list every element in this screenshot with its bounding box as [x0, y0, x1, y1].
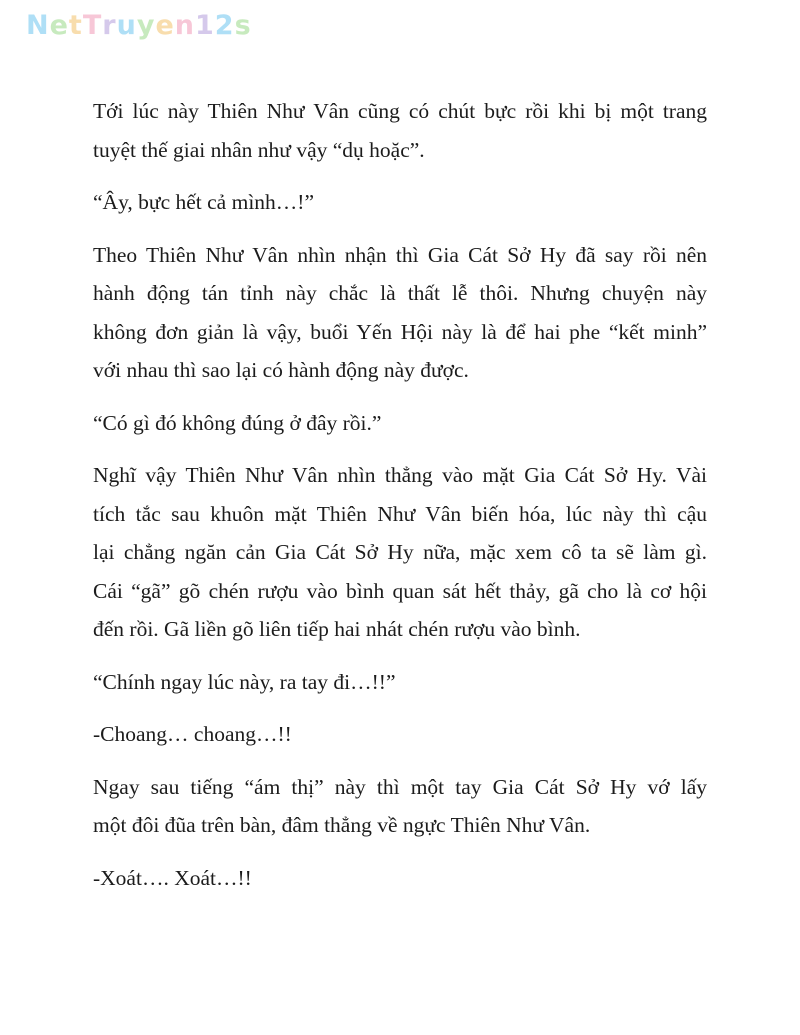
text-line: đến rồi. Gã liền gõ liên tiếp hai nhát chén rượu vào bình.: [93, 617, 581, 641]
text-line: Cái “gã” gõ chén rượu vào bình quan sát hết thảy, gã cho là cơ hội: [93, 578, 707, 603]
paragraph: [93, 456, 707, 649]
text-line: với nhau thì sao lại có hành động này được.: [93, 358, 469, 382]
text-line: “Ây, bực hết cả mình…!”: [93, 190, 314, 214]
text-line: một đôi đũa trên bàn, đâm thẳng về ngực Thiên Như Vân.: [93, 813, 591, 837]
paragraph: [93, 236, 707, 390]
text-line: Ngay sau tiếng “ám thị” này thì một tay Gia Cát Sở Hy vớ lấy: [93, 774, 707, 799]
text-line: Tới lúc này Thiên Như Vân cũng có chút bực rồi khi bị một trang: [93, 99, 707, 123]
text-line: lại chẳng ngăn cản Gia Cát Sở Hy nữa, mặc xem cô ta sẽ làm gì.: [93, 540, 707, 564]
paragraph: [93, 768, 707, 845]
text-line: tuyệt thế giai nhân như vậy “dụ hoặc”.: [93, 137, 425, 162]
text-line: tích tắc sau khuôn mặt Thiên Như Vân biến hóa, lúc này thì cậu: [93, 501, 707, 526]
text-line: không đơn giản là vậy, buổi Yến Hội này là để hai phe “kết minh”: [93, 319, 707, 344]
paragraph: [93, 715, 707, 754]
text-line: “Có gì đó không đúng ở đây rồi.”: [93, 410, 382, 435]
paragraph: [93, 92, 707, 169]
text-line: “Chính ngay lúc này, ra tay đi…!!”: [93, 669, 396, 694]
paragraph: [93, 404, 707, 443]
text-line: Nghĩ vậy Thiên Như Vân nhìn thẳng vào mặt Gia Cát Sở Hy. Vài: [93, 463, 707, 487]
paragraph: [93, 663, 707, 702]
text-line: hành động tán tỉnh này chắc là thất lễ thôi. Nhưng chuyện này: [93, 281, 707, 305]
story-text: [93, 92, 707, 911]
site-watermark-logo: NetTruyen12s: [26, 10, 252, 41]
paragraph: [93, 183, 707, 222]
text-line: -Choang… choang…!!: [93, 722, 292, 746]
text-line: -Xoát…. Xoát…!!: [93, 865, 252, 890]
text-line: Theo Thiên Như Vân nhìn nhận thì Gia Cát Sở Hy đã say rồi nên: [93, 242, 707, 267]
paragraph: [93, 859, 707, 898]
